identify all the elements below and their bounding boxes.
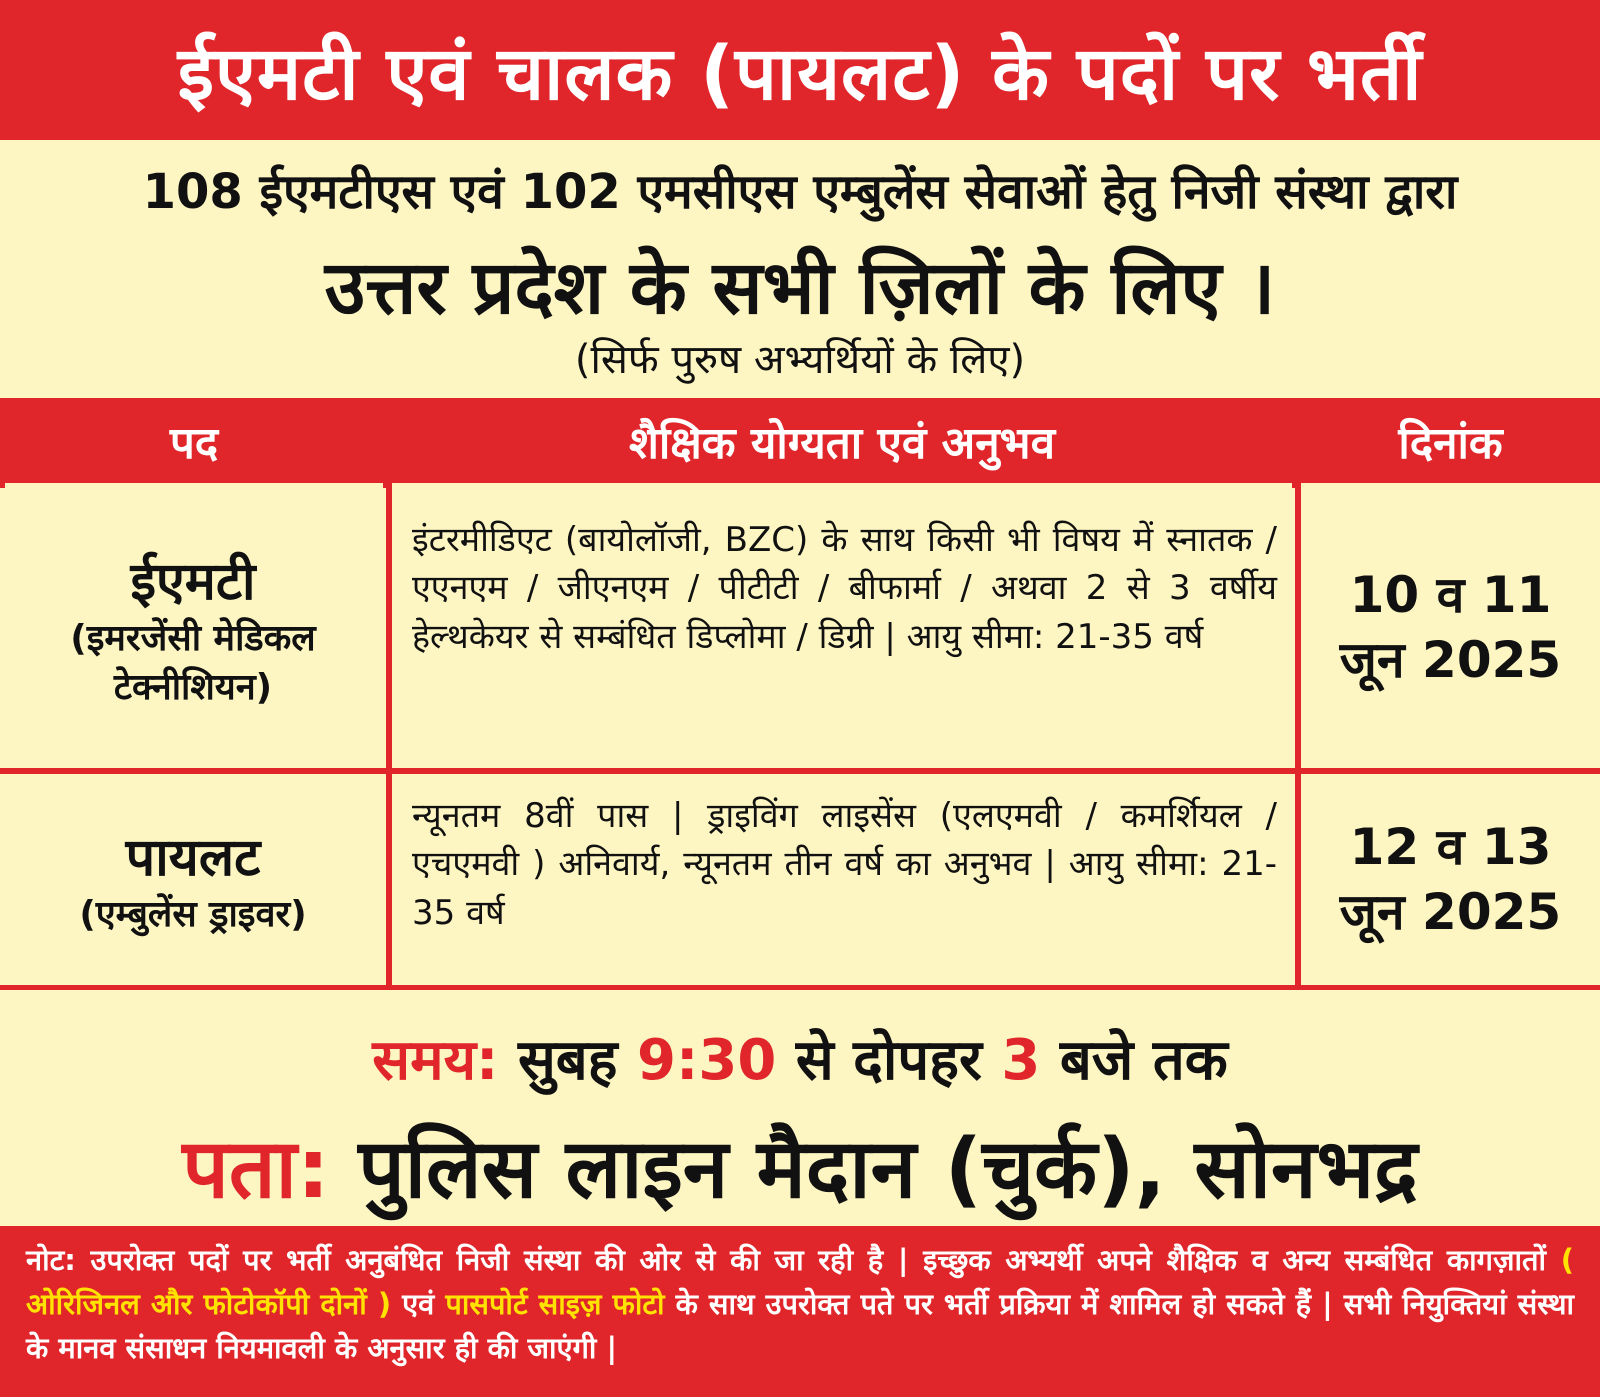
address-value: पुलिस लाइन मैदान (चुर्क), सोनभद्र bbox=[358, 1122, 1418, 1217]
table-row-pilot-qualification bbox=[392, 774, 1295, 985]
table-row-emt-date bbox=[1301, 488, 1600, 768]
timing-start: 9:30 bbox=[637, 1028, 777, 1093]
timing-until: बजे तक bbox=[1059, 1028, 1228, 1093]
date-emt-month: जून 2025 bbox=[1339, 631, 1562, 689]
post-subtitle-emt: (इमरजेंसी मेडिकल टेक्नीशियन) bbox=[70, 617, 316, 708]
table-row-pilot-date bbox=[1301, 774, 1600, 985]
note-highlight-documents: ( ओरिजिनल और फोटोकॉपी दोनों ) bbox=[26, 1243, 1574, 1322]
note-text-1: नोट: उपरोक्त पदों पर भर्ती अनुबंधित निजी संस्था की ओर से की जा रही है | इच्छुक अभ्यर्थी अपने शैक्षिक व अन्य सम्बंधित कागज़ातों bbox=[26, 1243, 1547, 1277]
post-subtitle-pilot: (एम्बुलेंस ड्राइवर) bbox=[79, 893, 307, 935]
intro-eligibility-note: (सिर्फ पुरुष अभ्यर्थियों के लिए) bbox=[574, 337, 1026, 383]
note-text-3: के साथ उपरोक्त पते पर भर्ती प्रक्रिया में शामिल हो सकते हैं | सभी नियुक्तियां संस्था के मानव संसाधन नियमावली के अनुसार ही की जाएंगी | bbox=[26, 1287, 1574, 1366]
table-row-emt-qualification bbox=[392, 488, 1295, 768]
address-line bbox=[0, 1110, 1600, 1222]
timing-afternoon: से दोपहर bbox=[795, 1028, 982, 1093]
timing-line bbox=[0, 1020, 1600, 1096]
recruitment-table bbox=[0, 398, 1600, 990]
intro-service-line: 108 ईएमटीएस एवं 102 एमसीएस एम्बुलेंस सेवाओं हेतु निजी संस्था द्वारा bbox=[142, 164, 1458, 220]
intro-section bbox=[0, 140, 1600, 398]
table-row-emt-post bbox=[0, 488, 386, 768]
note-text-2: एवं bbox=[402, 1287, 435, 1322]
note-box bbox=[0, 1226, 1600, 1397]
post-title-emt: ईएमटी bbox=[130, 551, 256, 612]
header-post: पद bbox=[5, 398, 383, 488]
post-title-pilot: पायलट bbox=[125, 827, 261, 888]
date-emt-days: 10 व 11 bbox=[1349, 566, 1552, 624]
header-date: दिनांक bbox=[1301, 398, 1600, 488]
qualification-pilot: न्यूनतम 8वीं पास | ड्राइविंग लाइसेंस (एलएमवी / कमर्शियल / एचएमवी ) अनिवार्य, न्यूनतम तीन वर्ष का अनुभव | आयु सीमा: 21-35 वर्ष bbox=[412, 796, 1277, 933]
date-pilot-month: जून 2025 bbox=[1339, 882, 1562, 941]
date-pilot-days: 12 व 13 bbox=[1349, 817, 1552, 876]
qualification-emt: इंटरमीडिएट (बायोलॉजी, BZC) के साथ किसी भी विषय में स्नातक / एएनएम / जीएनएम / पीटीटी / बीफार्मा / अथवा 2 से 3 वर्षीय हेल्थकेयर से सम्बंधित डिप्लोमा / डिग्री | आयु सीमा: 21-35 वर्ष bbox=[412, 520, 1277, 657]
header-qualification: शैक्षिक योग्यता एवं अनुभव bbox=[392, 398, 1292, 488]
table-row-pilot-post bbox=[0, 774, 386, 985]
intro-region-line: उत्तर प्रदेश के सभी ज़िलों के लिए । bbox=[324, 245, 1276, 331]
note-highlight-photo: पासपोर्ट साइज़ फोटो bbox=[445, 1287, 665, 1322]
timing-label: समय: bbox=[372, 1028, 499, 1093]
page-title: ईएमटी एवं चालक (पायलट) के पदों पर भर्ती bbox=[0, 0, 1600, 140]
address-label: पता: bbox=[182, 1122, 330, 1217]
timing-morning: सुबह bbox=[517, 1028, 618, 1093]
timing-end: 3 bbox=[1001, 1028, 1041, 1093]
